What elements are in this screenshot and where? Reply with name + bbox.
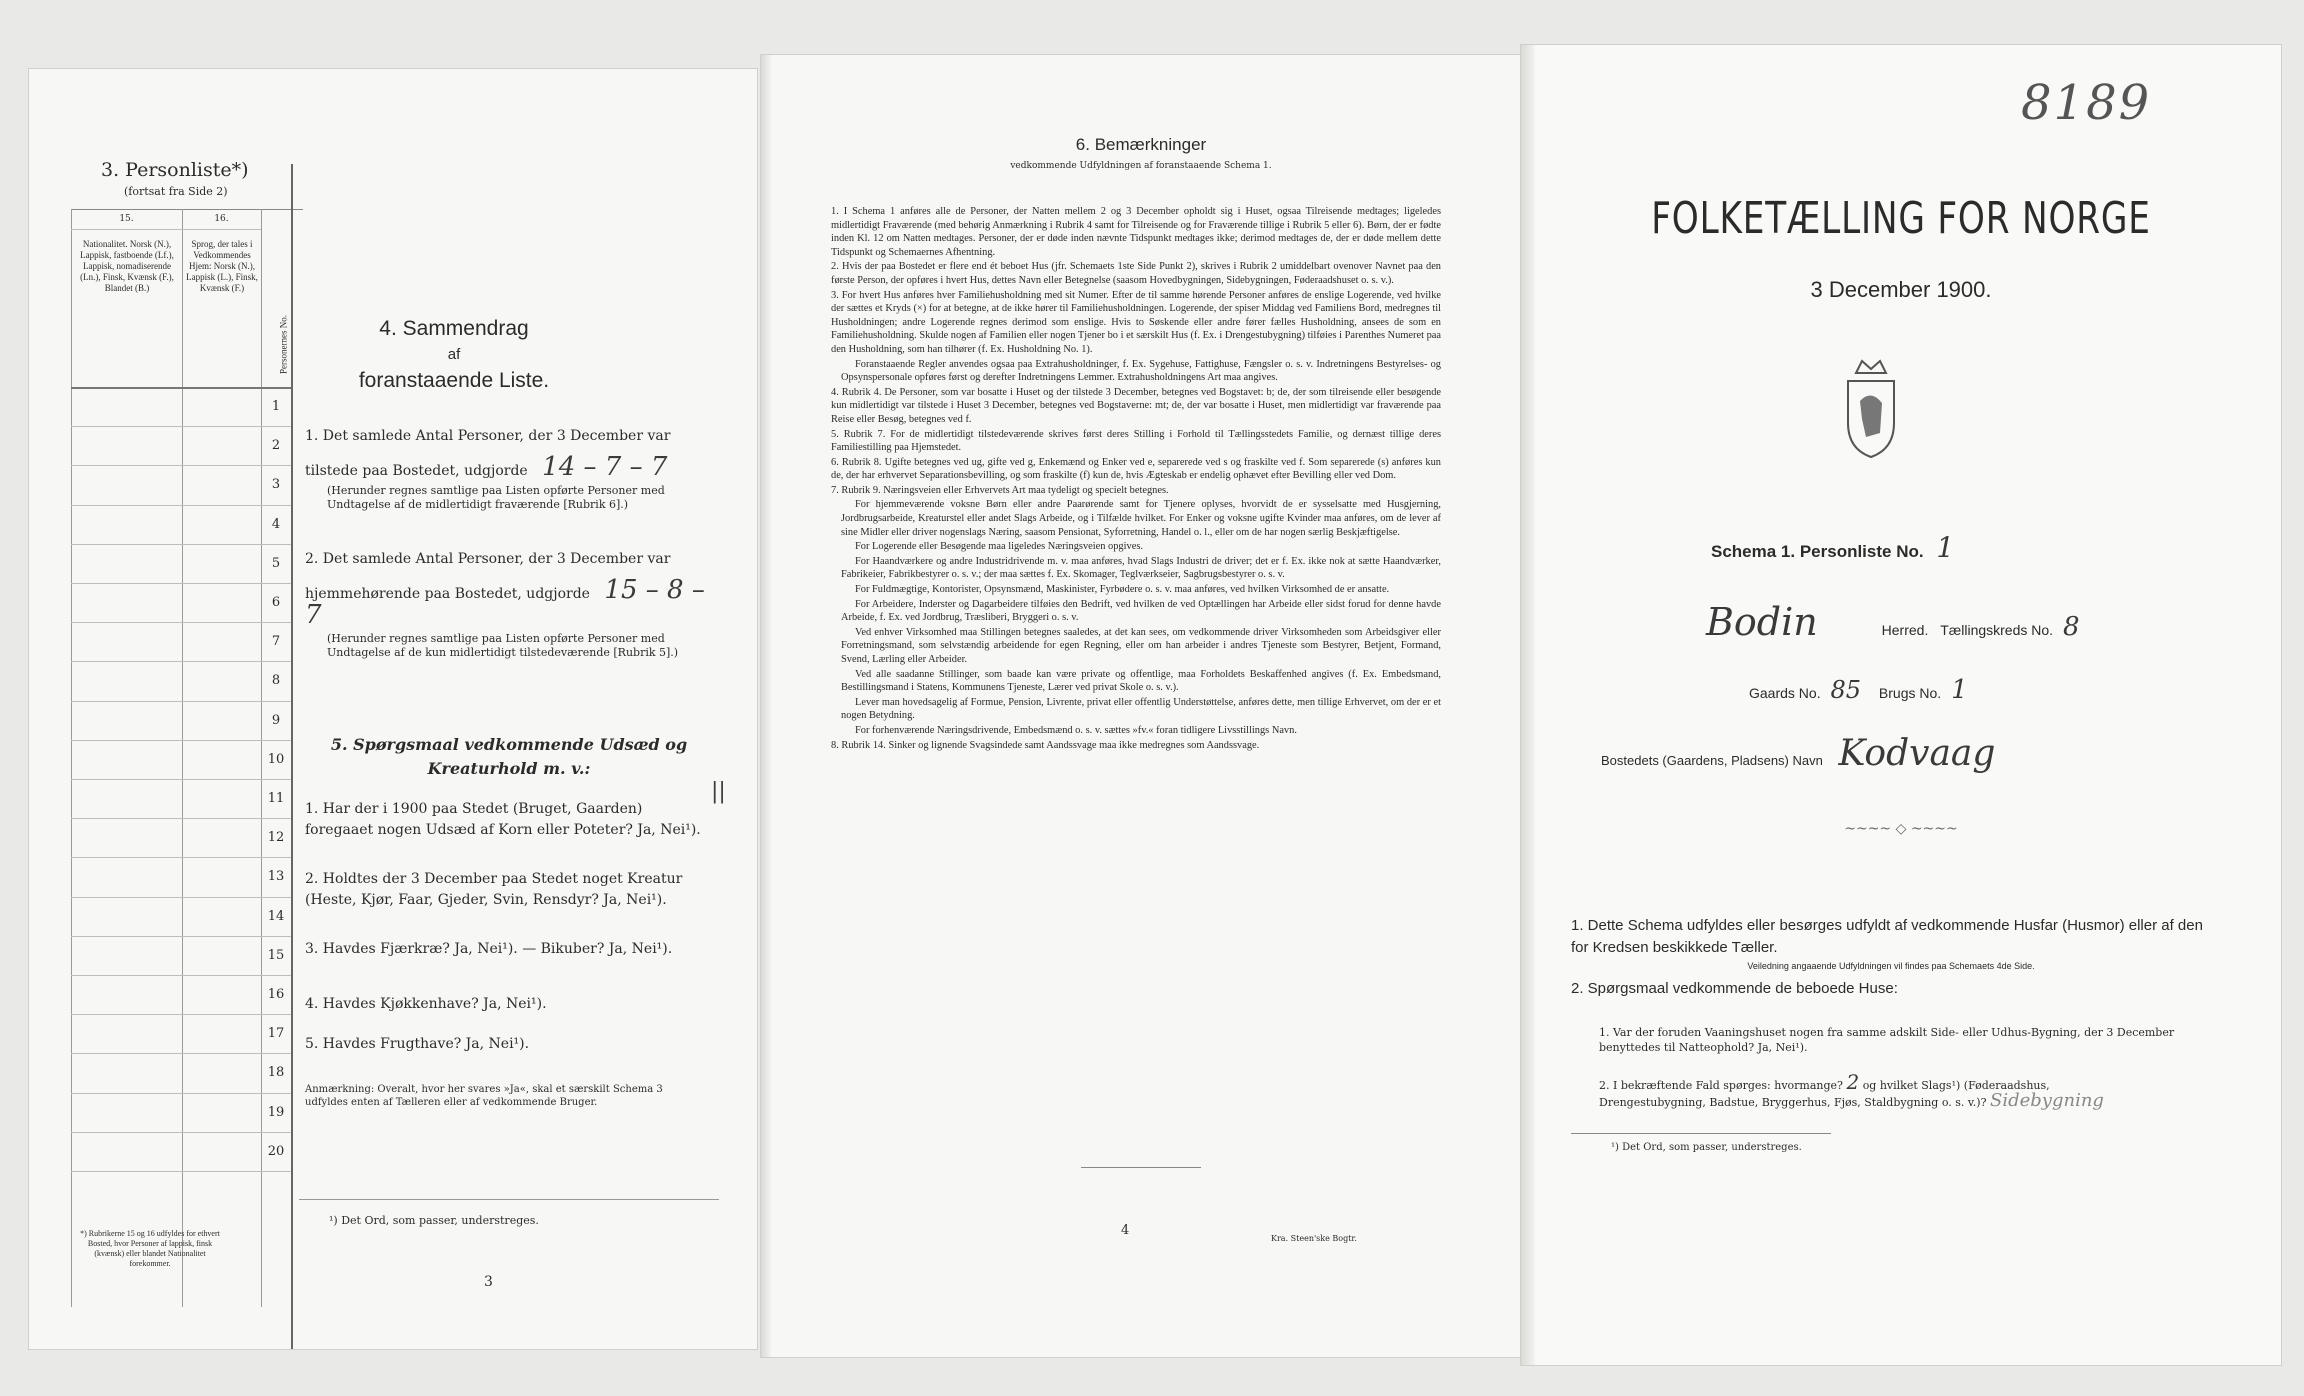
col15-header: Nationalitet. Norsk (N.), Lappisk, fastboende (Lf.), Lappisk, nomadiserende (Ln.), Finsk, Kvænsk (F.), Blandet (B.) (80, 239, 174, 293)
herred-value: Bodin (1706, 600, 1818, 644)
row-line (71, 701, 291, 702)
summary-title-1: 4. Sammendrag (379, 317, 529, 340)
remark-item: For Fuldmægtige, Kontorister, Opsynsmænd, Maskinister, Fyrbødere o. s. v. maa anføres, ved hvilken Virksomhed de er ansatte. (855, 584, 1390, 596)
margin-mark: || (711, 779, 726, 804)
row-number: 13 (267, 869, 285, 885)
census-title: FOLKETÆLLING FOR NORGE (1651, 193, 2151, 244)
row-number: 19 (267, 1104, 285, 1120)
printer-mark: Kra. Steen'ske Bogtr. (1271, 1234, 1357, 1243)
gaards-value: 85 (1830, 676, 1862, 704)
sub2-question-b: og hvilket Slags¹) (Føderaadshus, Drengestubygning, Badstue, Bryggerhus, Fjøs, Staldbygning o. s. v.)? (1599, 1079, 2050, 1109)
row-line (71, 1093, 291, 1094)
row-line (71, 936, 291, 937)
remarks-subtitle: vedkommende Udfyldningen af foranstaaende Schema 1. (1010, 161, 1272, 171)
schema-line (1711, 531, 1954, 564)
section5-title-1: 5. Spørgsmaal vedkommende Udsæd og (330, 735, 688, 754)
footnote-underline: ¹) Det Ord, som passer, understreges. (329, 1214, 539, 1227)
section5-title-2: Kreaturhold m. v.: (427, 759, 591, 778)
summary-title-2: af (447, 346, 461, 363)
row-line (71, 622, 291, 623)
row-number: 16 (267, 987, 285, 1002)
summary-heading (329, 312, 579, 398)
brugs-label: Brugs No. (1878, 685, 1942, 701)
row-line (71, 505, 291, 506)
question-1: 1. Har der i 1900 paa Stedet (Bruget, Gaarden) foregaaet nogen Udsæd af Korn eller Poteter? Ja, Nei¹). (305, 801, 701, 838)
gaard-line (1749, 675, 1968, 705)
remark-item: Ved alle saadanne Stillinger, som baade kan være private og offentlige, maa Forholdets Beskaffenhed angives (f. Ex. Embedsmand, Bestillingsmand i Statens, Kommunens Tjeneste, Lærer ved privat Skole o. s. v.). (841, 668, 1441, 694)
instruction-1: 1. Dette Schema udfyldes eller besørges udfyldt af vedkommende Husfar (Husmor) eller af den for Kredsen beskikkede Tæller. (1571, 917, 2203, 956)
row-number: 2 (271, 438, 281, 454)
remark-item: 7. Rubrik 9. Næringsveien eller Erhvervets Art maa tydeligt og specielt betegnes. (831, 484, 1169, 496)
row-number: 6 (271, 595, 281, 610)
remark-item: 8. Rubrik 14. Sinker og lignende Svagsindede samt Aandssvage maa ikke medregnes som Aandssvage. (831, 739, 1260, 751)
row-line (71, 897, 291, 898)
summary-title-3: foranstaaende Liste. (358, 369, 550, 392)
table-footnote: *) Rubrikerne 15 og 16 udfyldes for ethvert Bosted, hvor Personer af lappisk, finsk (kvænsk) eller blandet Nationalitet forekommer. (80, 1229, 220, 1268)
ornament-divider: ~~~~ ◇ ~~~~ (1844, 821, 1958, 837)
remark-item: 2. Hvis der paa Bostedet er flere end ét beboet Hus (jfr. Schemaets 1ste Side Punkt 2), skrives i Rubrik 2 umiddelbart ovenover Navnet paa den første Person, der opføres i hvert Hus, dettes Navn eller Betegnelse (saasom Hovedbygningen, Sidebygningen, Føderaadshuset o. s. v.). (831, 261, 1441, 286)
row-line (71, 975, 291, 976)
section5-heading (319, 733, 699, 781)
remark-item: 6. Rubrik 8. Ugifte betegnes ved ug, gifte ved g, Enkemænd og Enker ved e, separerede ved s og fraskilte ved f. Som separerede (s) anføres kun de, der har erhvervet Separationsbevilling, og som fraskilte (f) kun de, hvis Ægteskab er endelig ophævet efter Bevilling eller ved Dom. (831, 456, 1441, 482)
remark-item: 3. For hvert Hus anføres hver Familiehusholdning med sit Numer. Efter de til samme hørende Personer anføres de enslige Logerende, ved hvilke der sættes et Kryds (×) for at betegne, at de ikke hører til Familiehusholdningen. Logerende, der spiser Middag ved Familiens Bord, medregnes til Husholdningen; andre Logerende regnes derimod som enslige. Hvis to Søskende eller andre fører fælles Husholdning, ansees de som en Familiehusholdning. Skulde nogen af Familien eller nogen Tjener bo i et særskilt Hus (f. Ex. i Drengestubygning) tilføies i Parenthes Numeret paa den Husholdning, som han tilhører (f. Ex. Husholdning No. 1). (831, 289, 1441, 355)
herred-label: Herred. (1881, 622, 1929, 638)
row-line (71, 544, 291, 545)
bosted-line (1601, 733, 1995, 774)
row-number: 4 (271, 516, 281, 532)
bosted-label: Bostedets (Gaardens, Pladsens) Navn (1601, 753, 1823, 768)
remark-item: For Arbeidere, Inderster og Dagarbeidere tilføies den Bedrift, ved hvilken de ved Optællingen har Arbeide eller sidst forud for denne havde Arbeide, f. Ex. ved Jordbrug, Træsliberi, Bryggeri o. s. v. (841, 598, 1441, 624)
remark-item: For forhenværende Næringsdrivende, Embedsmænd o. s. v. sættes »fv.« foran tidligere Livsstillings Navn. (855, 724, 1297, 736)
row-number: 11 (267, 791, 285, 806)
instruction-2: 2. Spørgsmaal vedkommende de beboede Huse: (1571, 980, 1898, 997)
gaards-label: Gaards No. (1749, 685, 1821, 701)
col16-header: Sprog, der tales i Vedkommendes Hjem: Norsk (N.), Lappisk (L.), Finsk, Kvænsk (F.) (186, 239, 258, 293)
remark-item: For Logerende eller Besøgende maa ligeledes Næringsveien opgives. (855, 541, 1143, 553)
row-line (71, 583, 291, 584)
row-number: 17 (267, 1026, 285, 1042)
row-line (71, 661, 291, 662)
remarks-title: 6. Bemærkninger (1075, 135, 1207, 154)
row-number: 18 (267, 1065, 285, 1081)
row-line (71, 1171, 291, 1172)
question-5: 5. Havdes Frugthave? Ja, Nei¹). (305, 1036, 530, 1052)
row-number: 12 (267, 830, 285, 846)
kreds-value: 8 (2062, 612, 2080, 642)
archive-number: 8189 (2021, 75, 2152, 131)
row-number: 5 (271, 555, 281, 571)
sub2-value: 2 (1846, 1070, 1860, 1094)
remark-item: 5. Rubrik 7. For de midlertidigt tilstedeværende skrives først deres Stilling i Forhold til Tællingsstedets Familie, og dernæst tillige deres Familiestilling paa Hjemstedet. (831, 428, 1441, 454)
annotation-note: Anmærkning: Overalt, hvor her svares »Ja«, skal et særskilt Schema 3 udfyldes enten af Tælleren eller af vedkommende Bruger. (305, 1084, 663, 1108)
item2-note: (Herunder regnes samtlige paa Listen opførte Personer med Undtagelse af de kun midlertidigt tilstedeværende [Rubrik 5].) (327, 632, 679, 659)
census-date: 3 December 1900. (1810, 277, 1992, 302)
row-number: 7 (271, 634, 281, 650)
item1-line-b: tilstede paa Bostedet, udgjorde (305, 463, 528, 479)
row-line (71, 857, 291, 858)
row-number: 15 (267, 947, 285, 963)
instruction-1-note: Veiledning angaaende Udfyldningen vil findes paa Schemaets 4de Side. (1747, 961, 2035, 971)
col15-number: 15. (119, 214, 134, 224)
row-number: 3 (271, 477, 281, 493)
item1-note: (Herunder regnes samtlige paa Listen opførte Personer med Undtagelse af de midlertidigt fraværende [Rubrik 6].) (327, 484, 665, 511)
remark-item: For hjemmeværende voksne Børn eller andre Paarørende samt for Tjenere oplyses, hvorvidt de er sysselsatte med Husgjerning, Jordbrugsarbeide, Kreaturstel eller andet Slags Arbeide, og i Tilfælde hvilket. For Enker og voksne ugifte Kvinder maa anføres, om de lever af sine Midler eller driver nogenslags Næring, saasom Pensionat, Syforretning, Handel o. l., eller om de har nogen særlig Beskjæftigelse. (841, 499, 1441, 538)
remark-item: 4. Rubrik 4. De Personer, som var bosatte i Huset og der tilstede 3 December, betegnes ved Bogstavet: b; de, der som tilreisende eller besøgende kun midlertidigt var tilstede i Huset 3 December, betegnes ved Bogstaverne: mt; de, der var bosatte i Huset, men midlertidigt var fraværende paa Reise eller Besøg, betegnes ved f. (831, 386, 1441, 425)
row-line (71, 740, 291, 741)
sub2-handwritten: Sidebygning (1990, 1090, 2104, 1111)
row-number: 1 (271, 399, 281, 414)
right-page (1520, 44, 2282, 1366)
bosted-value: Kodvaag (1838, 733, 1996, 774)
row-line (71, 779, 291, 780)
page-number-3: 3 (484, 1274, 493, 1290)
item1-line-a: 1. Det samlede Antal Personer, der 3 December var (305, 428, 671, 444)
herred-line (1706, 600, 2080, 644)
item2-line-b: hjemmehørende paa Bostedet, udgjorde (305, 586, 590, 602)
question-3: 3. Havdes Fjærkræ? Ja, Nei¹). — Bikuber? Ja, Nei¹). (305, 941, 673, 957)
remark-item: 1. I Schema 1 anføres alle de Personer, der Natten mellem 2 og 3 December opholdt sig i Huset, ogsaa Tilreisende medtages; ligeledes midlertidigt Fraværende (med behørig Anmærkning i Rubrik 4 samt for Tilreisende og for Fraværende tillige i Rubrik 5 eller 6). Børn, der er fødte inden Kl. 12 om Natten medtages. Personer, der er døde inden nævnte Tidspunkt medtages ikke; derimod medtages de, der er døde mellem dette Tidspunkt og Schemaernes Afhentning. (831, 206, 1441, 258)
remarks-list (831, 205, 1441, 753)
left-page (28, 68, 758, 1350)
question-2: 2. Holdtes der 3 December paa Stedet noget Kreatur (Heste, Kjør, Faar, Gjeder, Svin, Rensdyr? Ja, Nei¹). (305, 871, 683, 908)
item2-line-a: 2. Det samlede Antal Personer, der 3 December var (305, 551, 671, 567)
remark-item: Ved enhver Virksomhed maa Stillingen betegnes saaledes, at det kan sees, om vedkommende driver Virksomheden som Arbeidsgiver eller Forretningsmand, som selvstændig arbeidende for egen Regning, eller om han arbeider i andres Tjeneste som Bestyrer, Betjent, Formand, Svend, Lærling eller Arbeider. (841, 626, 1441, 665)
remark-item: Foranstaaende Regler anvendes ogsaa paa Extrahusholdninger, f. Ex. Sygehuse, Fattighuse, Fængsler o. s. v. Indretningens Bestyrelses- og Opsynspersonale opføres først og derefter Indretningens Lemmer. Extrahusholdningens Art maa angives. (841, 358, 1441, 384)
sub2-question: 2. I bekræftende Fald spørges: hvormange? (1599, 1079, 1843, 1092)
brugs-value: 1 (1951, 675, 1968, 705)
remark-item: Lever man hovedsagelig af Formue, Pension, Livrente, privat eller offentlig Understøttelse, anføres dette, men tillige Erhvervet, om der er et nogen Betydning. (841, 696, 1441, 722)
schema-label: Schema 1. Personliste No. (1711, 542, 1924, 561)
summary-item-2 (305, 549, 715, 660)
row-number: 8 (271, 673, 281, 689)
item1-value: 14 – 7 – 7 (542, 452, 668, 482)
kreds-label: Tællingskreds No. (1940, 622, 2054, 638)
instruction-2-sub-2 (1599, 1070, 2159, 1111)
schema-number: 1 (1936, 531, 1955, 564)
personliste-title: 3. Personliste*) (101, 159, 249, 181)
row-line (71, 465, 291, 466)
personliste-subtitle: (fortsat fra Side 2) (124, 185, 228, 198)
row-line (71, 426, 291, 427)
row-line (71, 818, 291, 819)
col16-number: 16. (214, 214, 229, 224)
row-line (71, 1014, 291, 1015)
right-footnote: ¹) Det Ord, som passer, understreges. (1611, 1142, 1802, 1153)
page-number-4: 4 (1121, 1223, 1130, 1238)
row-number: 10 (267, 751, 285, 767)
instruction-2-sub-1: 1. Var der foruden Vaaningshuset nogen fra samme adskilt Side- eller Udhus-Bygning, der 3 December benyttedes til Natteophold? Ja, Nei¹). (1599, 1026, 2175, 1054)
row-number: 14 (267, 908, 285, 924)
row-number: 9 (271, 712, 281, 728)
row-number: 20 (267, 1143, 285, 1159)
summary-item-1 (305, 426, 715, 512)
col17-header: Personernes No. (278, 315, 289, 374)
item2-value: 15 – 8 – 7 (305, 575, 705, 630)
middle-page (760, 54, 1522, 1358)
row-line (71, 1132, 291, 1133)
row-line (71, 1053, 291, 1054)
coat-of-arms-icon (1836, 353, 1906, 463)
question-4: 4. Havdes Kjøkkenhave? Ja, Nei¹). (305, 996, 547, 1012)
remark-item: For Haandværkere og andre Industridrivende m. v. maa anføres, hvad Slags Industri de driver; det er f. Ex. ikke nok at sætte Haandværker, Fabrikeier, Fabrikbestyrer o. s. v.; der maa sættes f. Ex. Skomager, Teglværkseier, Sagbrugsbestyrer o. s. v. (841, 555, 1441, 581)
instructions (1571, 915, 2211, 1000)
